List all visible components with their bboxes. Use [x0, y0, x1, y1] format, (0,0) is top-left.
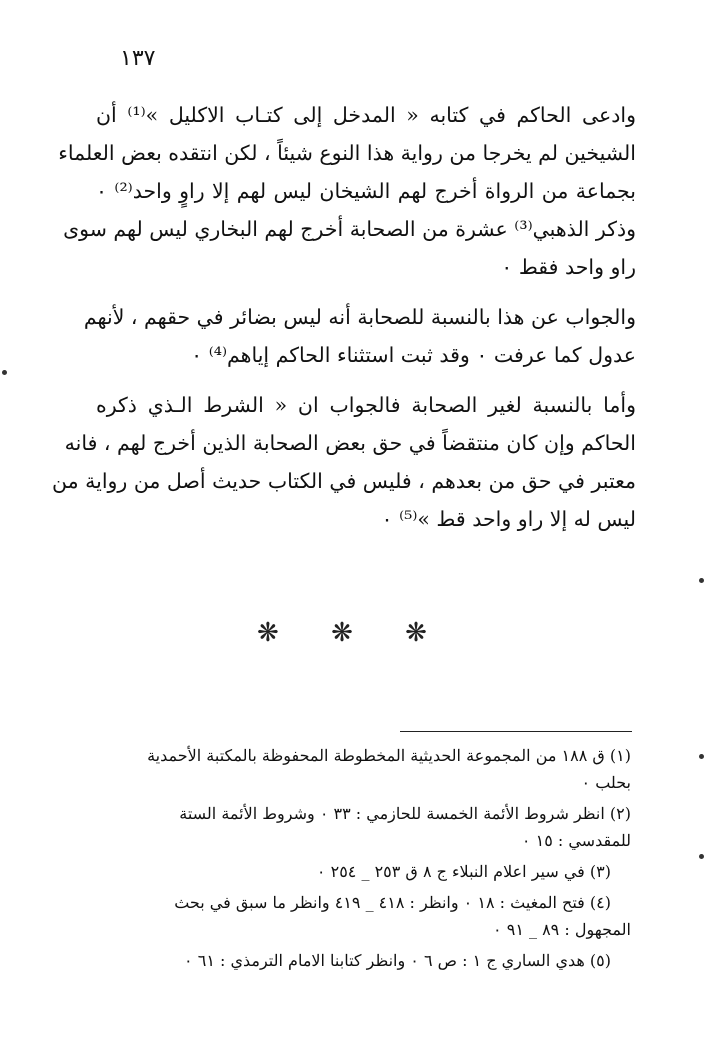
- paragraph-1: [58, 96, 636, 286]
- text-line: الحاكم وإن كان منتقضاً في حق بعض الصحابة الذين أخرج لهم ، فانه: [64, 431, 636, 455]
- footnote-line: (٢) انظر شروط الأئمة الخمسة للحازمي : ٣٣ ٠ وشروط الأئمة الستة: [179, 804, 631, 823]
- paragraph-3: [52, 386, 636, 538]
- footnote-line: المجهول : ٨٩ _ ٩١ ٠: [493, 920, 631, 939]
- footnote-line: (١) ق ١٨٨ من المجموعة الحديثية المخطوطة المحفوظة بالمكتبة الأحمدية: [147, 746, 631, 765]
- footnotes: [86, 742, 631, 978]
- footnote-line: بحلب ٠: [581, 773, 631, 792]
- scan-edge-mark: [699, 578, 704, 583]
- page-number: ١٣٧: [120, 46, 156, 71]
- footnote-5: [86, 947, 631, 974]
- footnote-line: (٣) في سير اعلام النبلاء ج ٨ ق ٢٥٣ _ ٢٥٤ ٠: [316, 862, 611, 881]
- scan-edge-mark: [2, 370, 7, 375]
- footnote-3: [86, 858, 631, 885]
- text-line: الشيخين لم يخرجا من رواية هذا النوع شيئاً ، لكن انتقده بعض العلماء: [58, 141, 636, 165]
- main-text: [52, 96, 636, 538]
- text-line: راو واحد فقط ٠: [501, 255, 636, 279]
- scan-edge-mark: [699, 754, 704, 759]
- paragraph-2: [83, 298, 636, 374]
- footnote-separator: [400, 731, 632, 732]
- text-line: وذكر الذهبي⁽³⁾ عشرة من الصحابة أخرج لهم البخاري ليس لهم سوى: [63, 217, 636, 241]
- footnote-line: (٥) هدي الساري ج ١ : ص ٦ ٠ وانظر كتابنا الامام الترمذي : ٦١ ٠: [184, 951, 611, 970]
- text-line: وأما بالنسبة لغير الصحابة فالجواب ان « الشرط الـذي ذكره: [96, 393, 636, 417]
- text-line: والجواب عن هذا بالنسبة للصحابة أنه ليس بضائر في حقهم ، لأنهم: [83, 305, 636, 329]
- footnote-1: [86, 742, 631, 796]
- scan-edge-mark: [699, 854, 704, 859]
- footnote-2: [86, 800, 631, 854]
- footnote-line: (٤) فتح المغيث : ١٨ ٠ وانظر : ٤١٨ _ ٤١٩ وانظر ما سبق في بحث: [174, 893, 611, 912]
- text-line: ليس له إلا راو واحد قط »⁽⁵⁾ ٠: [381, 507, 636, 531]
- section-ornament: ❋ ❋ ❋: [257, 618, 449, 648]
- footnote-4: [86, 889, 631, 943]
- text-line: وادعى الحاكم في كتابه « المدخل إلى كتـاب الاكليل »⁽¹⁾ أن: [96, 103, 636, 127]
- text-line: عدول كما عرفت ٠ وقد ثبت استثناء الحاكم إياهم⁽⁴⁾ ٠: [191, 343, 636, 367]
- text-line: بجماعة من الرواة أخرج لهم الشيخان ليس لهم إلا راوٍ واحد⁽²⁾ ٠: [96, 179, 636, 203]
- footnote-line: للمقدسي : ١٥ ٠: [521, 831, 631, 850]
- text-line: معتبر في حق من بعدهم ، فليس في الكتاب حديث أصل من رواية من: [52, 469, 636, 493]
